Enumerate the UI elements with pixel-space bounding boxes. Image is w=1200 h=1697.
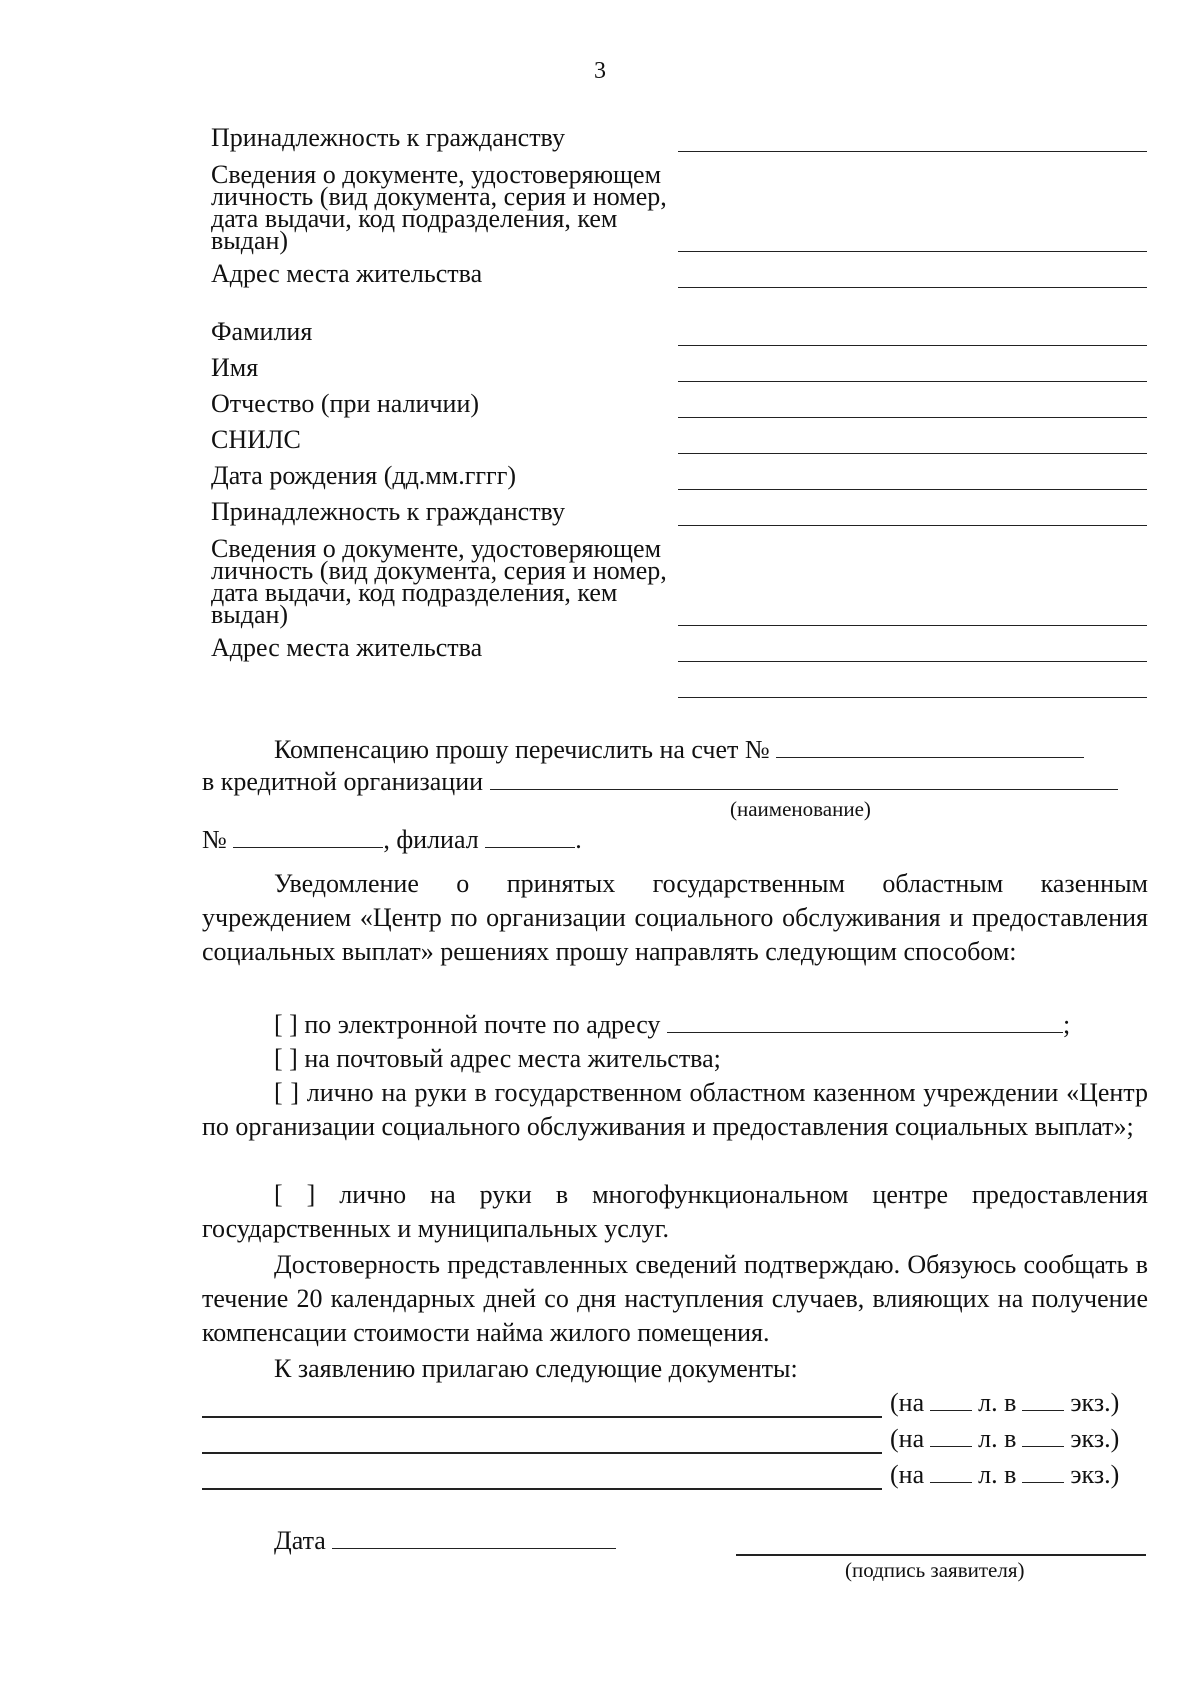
fill-line <box>678 489 1147 490</box>
fill-line <box>678 381 1147 382</box>
signature-line[interactable] <box>736 1554 1146 1556</box>
date-label: Дата <box>274 1526 326 1555</box>
field-citizenship-1[interactable] <box>211 118 1147 152</box>
attachment-name-blank[interactable] <box>202 1488 882 1490</box>
notice-text: Уведомление о принятых государственным областным казенным учреждением «Центр по организации социального обслуживания и предоставления социальных выплат» решениях прошу направлять следующим способом: <box>202 869 1148 966</box>
fill-line <box>678 661 1147 662</box>
payment-account-label: Компенсацию прошу перечислить на счет № <box>274 735 770 764</box>
page-number: 3 <box>594 58 606 84</box>
field-id-document-2[interactable] <box>211 530 1147 629</box>
bank-line <box>202 765 1118 799</box>
option-mail[interactable] <box>274 1042 721 1076</box>
fill-line <box>678 625 1147 626</box>
field-citizenship-2[interactable] <box>211 492 1147 526</box>
field-surname[interactable] <box>211 312 1147 346</box>
field-id-document-1[interactable] <box>211 160 1147 255</box>
field-label: СНИЛС <box>211 425 301 454</box>
field-address-2-extra[interactable] <box>211 664 1147 698</box>
declaration-text: Достоверность представленных сведений подтверждаю. Обязуюсь сообщать в течение 20 календарных дней со дня наступления случаев, влияющих на получение компенсации стоимости найма жилого помещения. <box>202 1250 1148 1347</box>
signature-caption: (подпись заявителя) <box>845 1558 1025 1582</box>
branch-end: . <box>575 825 582 854</box>
field-label: Принадлежность к гражданству <box>211 123 565 152</box>
branch-line <box>202 823 582 857</box>
date-blank[interactable] <box>332 1524 616 1549</box>
field-patronymic[interactable] <box>211 384 1147 418</box>
field-label: Адрес места жительства <box>211 633 483 662</box>
option-mfc-text: [ ] лично на руки в многофункциональном центре предоставления государственных и муниципальных услуг. <box>202 1180 1148 1243</box>
email-end: ; <box>1062 1010 1071 1039</box>
field-label: Сведения о документе, удостоверяющем личность (вид документа, серия и номер, дата выдачи, код подразделения, кем выдан) <box>211 534 667 629</box>
attachment-details: (на л. в экз.) <box>890 1460 1120 1489</box>
field-name[interactable] <box>211 348 1147 382</box>
email-blank[interactable] <box>667 1008 1063 1033</box>
attachment-details: (на л. в экз.) <box>890 1424 1120 1453</box>
fill-line <box>678 525 1147 526</box>
field-label: Адрес места жительства <box>211 259 483 288</box>
option-mfc[interactable] <box>202 1178 1148 1246</box>
payment-account-line <box>274 733 1084 767</box>
fill-line <box>678 251 1147 252</box>
attachment-name-blank[interactable] <box>202 1416 882 1418</box>
account-number-blank[interactable] <box>776 733 1084 758</box>
field-label: Имя <box>211 353 259 382</box>
bank-label: в кредитной организации <box>202 767 484 796</box>
attachments-intro: К заявлению прилагаю следующие документы: <box>274 1354 798 1383</box>
fill-line <box>678 453 1147 454</box>
bank-name-caption: (наименование) <box>730 797 871 821</box>
branch-blank[interactable] <box>485 823 575 848</box>
notice-paragraph <box>202 867 1148 969</box>
fill-line <box>678 345 1147 346</box>
field-label: Сведения о документе, удостоверяющем личность (вид документа, серия и номер, дата выдачи, код подразделения, кем выдан) <box>211 160 667 255</box>
option-in-person[interactable] <box>202 1076 1148 1144</box>
bank-number-blank[interactable] <box>233 823 383 848</box>
field-address-1[interactable] <box>211 256 1147 288</box>
attachment-details: (на л. в экз.) <box>890 1388 1120 1417</box>
field-birth-date[interactable] <box>211 456 1147 490</box>
bank-name-blank[interactable] <box>490 765 1118 790</box>
field-label: Дата рождения (дд.мм.гггг) <box>211 461 517 490</box>
option-in-person-text: [ ] лично на руки в государственном областном казенном учреждении «Центр по организации социального обслуживания и предоставления социальных выплат»; <box>202 1078 1148 1141</box>
option-mail-text: [ ] на почтовый адрес места жительства; <box>274 1044 721 1073</box>
fill-line <box>678 151 1147 152</box>
field-label: Отчество (при наличии) <box>211 389 480 418</box>
fill-line <box>678 697 1147 698</box>
field-label: Фамилия <box>211 317 313 346</box>
option-email-text: [ ] по электронной почте по адресу <box>274 1010 661 1039</box>
fill-line <box>678 417 1147 418</box>
field-label: Принадлежность к гражданству <box>211 497 565 526</box>
field-snils[interactable] <box>211 420 1147 454</box>
field-address-2[interactable] <box>211 628 1147 662</box>
attachment-name-blank[interactable] <box>202 1452 882 1454</box>
option-email[interactable] <box>274 1008 1070 1042</box>
number-sign: № <box>202 825 227 854</box>
branch-label: , филиал <box>383 825 479 854</box>
date-line <box>274 1524 616 1558</box>
attachment-row[interactable] <box>202 1424 1138 1458</box>
attachment-row[interactable] <box>202 1460 1138 1494</box>
declaration-paragraph <box>202 1248 1148 1350</box>
attachment-row[interactable] <box>202 1388 1138 1422</box>
fill-line <box>678 287 1147 288</box>
